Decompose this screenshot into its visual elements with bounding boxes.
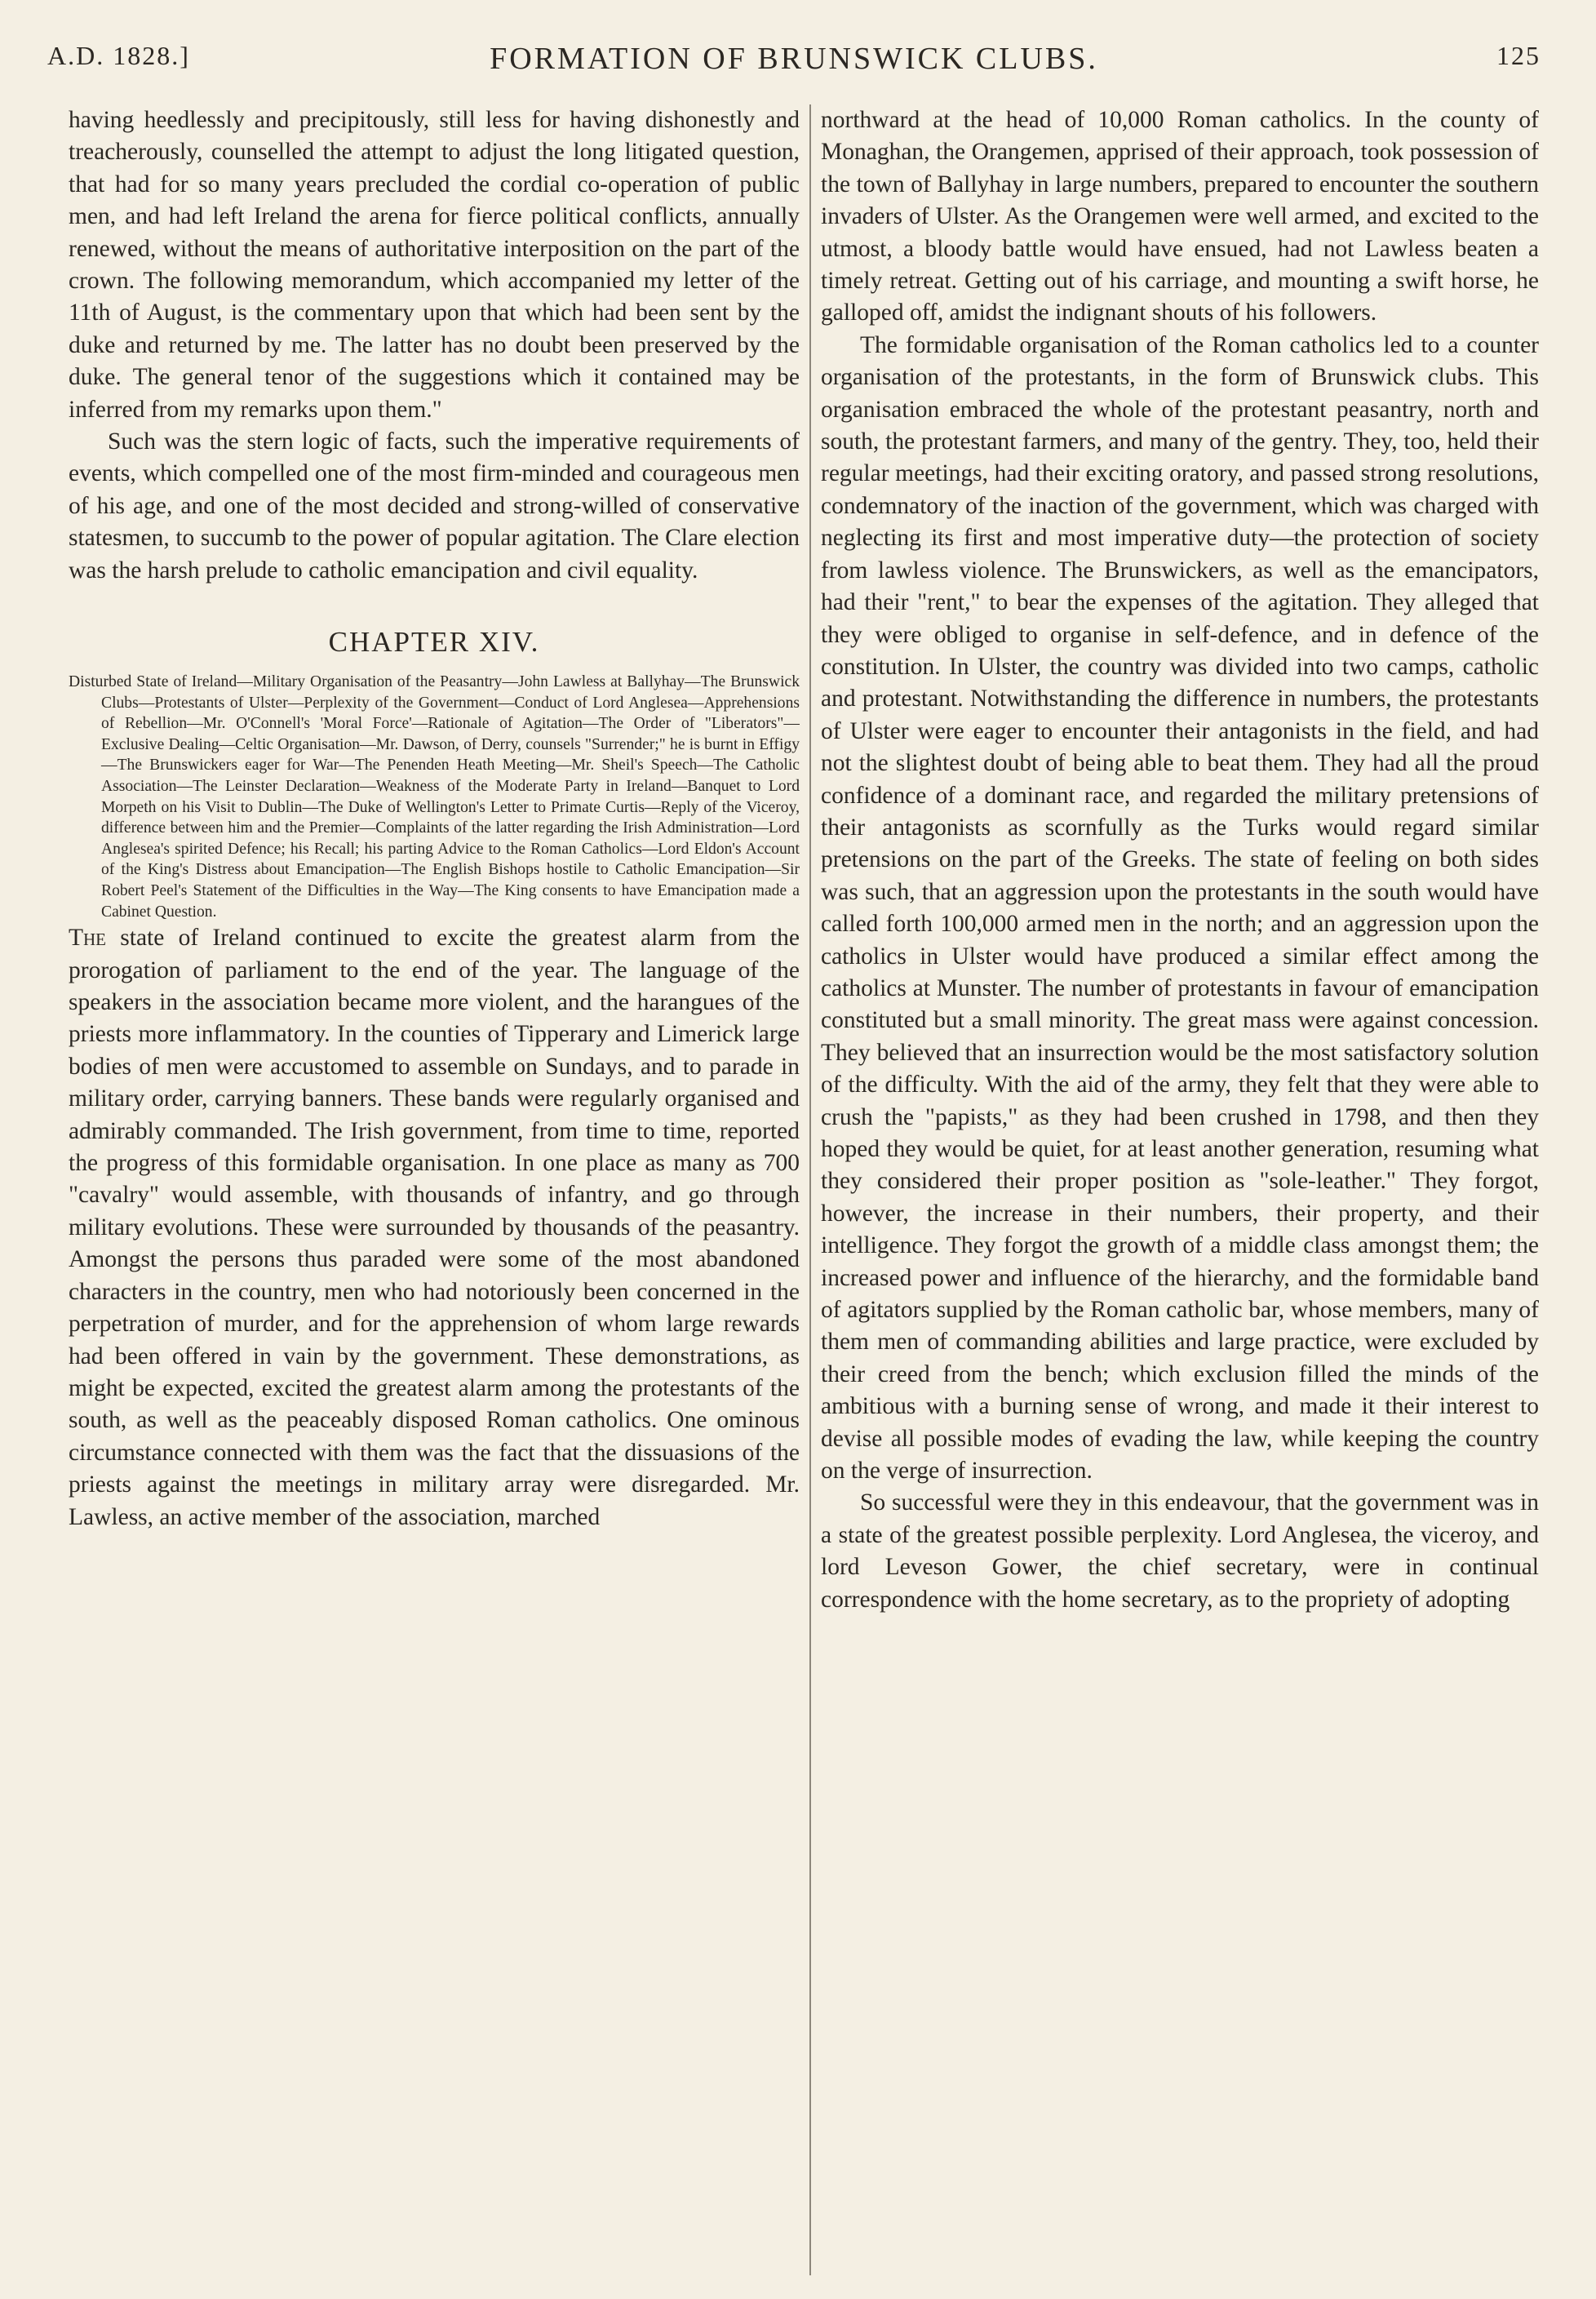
chapter-summary: Disturbed State of Ireland—Military Organisation of the Peasantry—John Lawless at Ballyhay—The Brunswick Clubs—Protestants of Ulster—Perplexity of the Government—Conduct of Lord Anglesea—Apprehensions of Rebellion—Mr. O'Connell's 'Moral Force'—Rationale of Agitation—The Order of "Liberators"—Exclusive Dealing—Celtic Organisation—Mr. Dawson, of Derry, counsels "Surrender;" he is burnt in Effigy—The Brunswickers eager for War—The Penenden Heath Meeting—Mr. Sheil's Speech—The Catholic Association—The Leinster Declaration—Weakness of the Moderate Party in Ireland—Banquet to Lord Morpeth on his Visit to Dublin—The Duke of Wellington's Letter to Primate Curtis—Reply of the Viceroy, difference between him and the Premier—Complaints of the latter regarding the Irish Administration—Lord Anglesea's spirited Defence; his Recall; his parting Advice to the Roman Catholics—Lord Eldon's Account of the King's Distress about Emancipation—The English Bishops hostile to Catholic Emancipation—Sir Robert Peel's Statement of the Difficulties in the Way—The King consents to have Emancipation made a Cabinet Question.	[69, 673, 800, 921]
running-header	[47, 41, 1541, 80]
column-divider	[809, 104, 811, 2275]
left-column	[69, 104, 800, 2279]
paragraph-stern-logic: Such was the stern logic of facts, such the imperative requirements of events, which compelled one of the most firm-minded and courageous men of his age, and one of the most decided and strong-willed of conservative statesmen, to succumb to the power of popular agitation. The Clare election was the harsh prelude to catholic emancipation and civil equality.	[69, 428, 800, 584]
right-column	[821, 104, 1539, 2279]
header-year: A.D. 1828.]	[47, 41, 190, 70]
paragraph-brunswick-organisation: The formidable organisation of the Roman catholics led to a counter organisation of the protestants, in the form of Brunswick clubs. This organisation embraced the whole of the protestant peasantry, north and south, the protestant farmers, and many of the gentry. They, too, held their regular meetings, had their exciting oratory, and passed strong resolutions, condemnatory of the inaction of the government, which was charged with neglecting its first and most imperative duty—the protection of society from lawless violence. The Brunswickers, as well as the emancipators, had their "rent," to bear the expenses of the agitation. They alleged that they were obliged to organise in self-defence, and in defence of the constitution. In Ulster, the country was divided into two camps, catholic and protestant. Notwithstanding the difference in numbers, the protestants of Ulster were eager to encounter their antagonists in the field, and had not the slightest doubt of being able to beat them. They had all the proud confidence of a dominant race, and regarded the military pretensions of their antagonists as scornfully as the Turks would regard similar pretensions on the part of the Greeks. The state of feeling on both sides was such, that an aggression upon the protestants in the south would have called forth 100,000 armed men in the north; and an aggression upon the catholics in Ulster would have produced a similar effect among the catholics at Munster. The number of protestants in favour of emancipation constituted but a small minority. The great mass were against concession. They believed that an insurrection would be the most satisfactory solution of the difficulty. With the aid of the army, they felt that they were able to crush the "papists," as they had been crushed in 1798, and then they hoped they would be quiet, for at least another generation, resuming what they considered their proper position as "sole-leather." They forgot, however, the increase in their numbers, their property, and their intelligence. They forgot the growth of a middle class amongst them; the increased power and influence of the hierarchy, and the formidable band of agitators supplied by the Roman catholic bar, whose members, many of them men of commanding abilities and large practice, were excluded by their creed from the bench; which exclusion filled the minds of the ambitious with a burning sense of wrong, and made it their interest to devise all possible modes of evading the law, while keeping the country on the verge of insurrection.	[821, 331, 1539, 1485]
chapter-opening-paragraph	[69, 922, 800, 1533]
running-title: FORMATION OF BRUNSWICK CLUBS.	[490, 42, 1098, 76]
opening-word: The	[69, 925, 107, 952]
continued-paragraph-right: northward at the head of 10,000 Roman catholics. In the county of Monaghan, the Orangemen, apprised of their approach, took possession of the town of Ballyhay in large numbers, prepared to encounter the southern invaders of Ulster. As the Orangemen were well armed, and excited to the utmost, a bloody battle would have ensued, had not Lawless beaten a timely retreat. Getting out of his carriage, and mounting a swift horse, he galloped off, amidst the indignant shouts of his followers.	[821, 107, 1539, 326]
chapter-heading: CHAPTER XIV.	[328, 626, 540, 659]
page-number: 125	[1496, 41, 1541, 70]
paragraph-government-perplexity: So successful were they in this endeavour, that the government was in a state of the greatest possible perplexity. Lord Anglesea, the viceroy, and lord Leveson Gower, the chief secretary, were in continual correspondence with the home secretary, as to the propriety of adopting	[821, 1489, 1539, 1613]
continued-paragraph: having heedlessly and precipitously, still less for having dishonestly and treacherously, counselled the attempt to adjust the long litigated question, that had for so many years precluded the cordial co-operation of public men, and had left Ireland the arena for fierce political conflicts, annually renewed, without the means of authoritative interposition on the part of the crown. The following memorandum, which accompanied my letter of the 11th of August, is the commentary upon that which had been sent by the duke and returned by me. The latter has no doubt been preserved by the duke. The general tenor of the suggestions which it contained may be inferred from my remarks upon them."	[69, 107, 800, 423]
opening-paragraph-text: state of Ireland continued to excite the greatest alarm from the prorogation of parliament to the end of the year. The language of the speakers in the association became more violent, and the harangues of the priests more inflammatory. In the counties of Tipperary and Limerick large bodies of men were accustomed to assemble on Sundays, and to parade in military order, carrying banners. These bands were regularly organised and admirably commanded. The Irish government, from time to time, reported the progress of this formidable organisation. In one place as many as 700 "cavalry" would assemble, with thousands of infantry, and go through military evolutions. These were surrounded by thousands of the peasantry. Amongst the persons thus paraded were some of the most abandoned characters in the country, men who had notoriously been concerned in the perpetration of murder, and for the apprehension of whom large rewards had been offered in vain by the government. These demonstrations, as might be expected, excited the greatest alarm among the protestants of the south, as well as the peaceably disposed Roman catholics. One ominous circumstance connected with them was the fact that the dissuasions of the priests against the meetings in military array were disregarded. Mr. Lawless, an active member of the association, marched	[69, 925, 800, 1530]
